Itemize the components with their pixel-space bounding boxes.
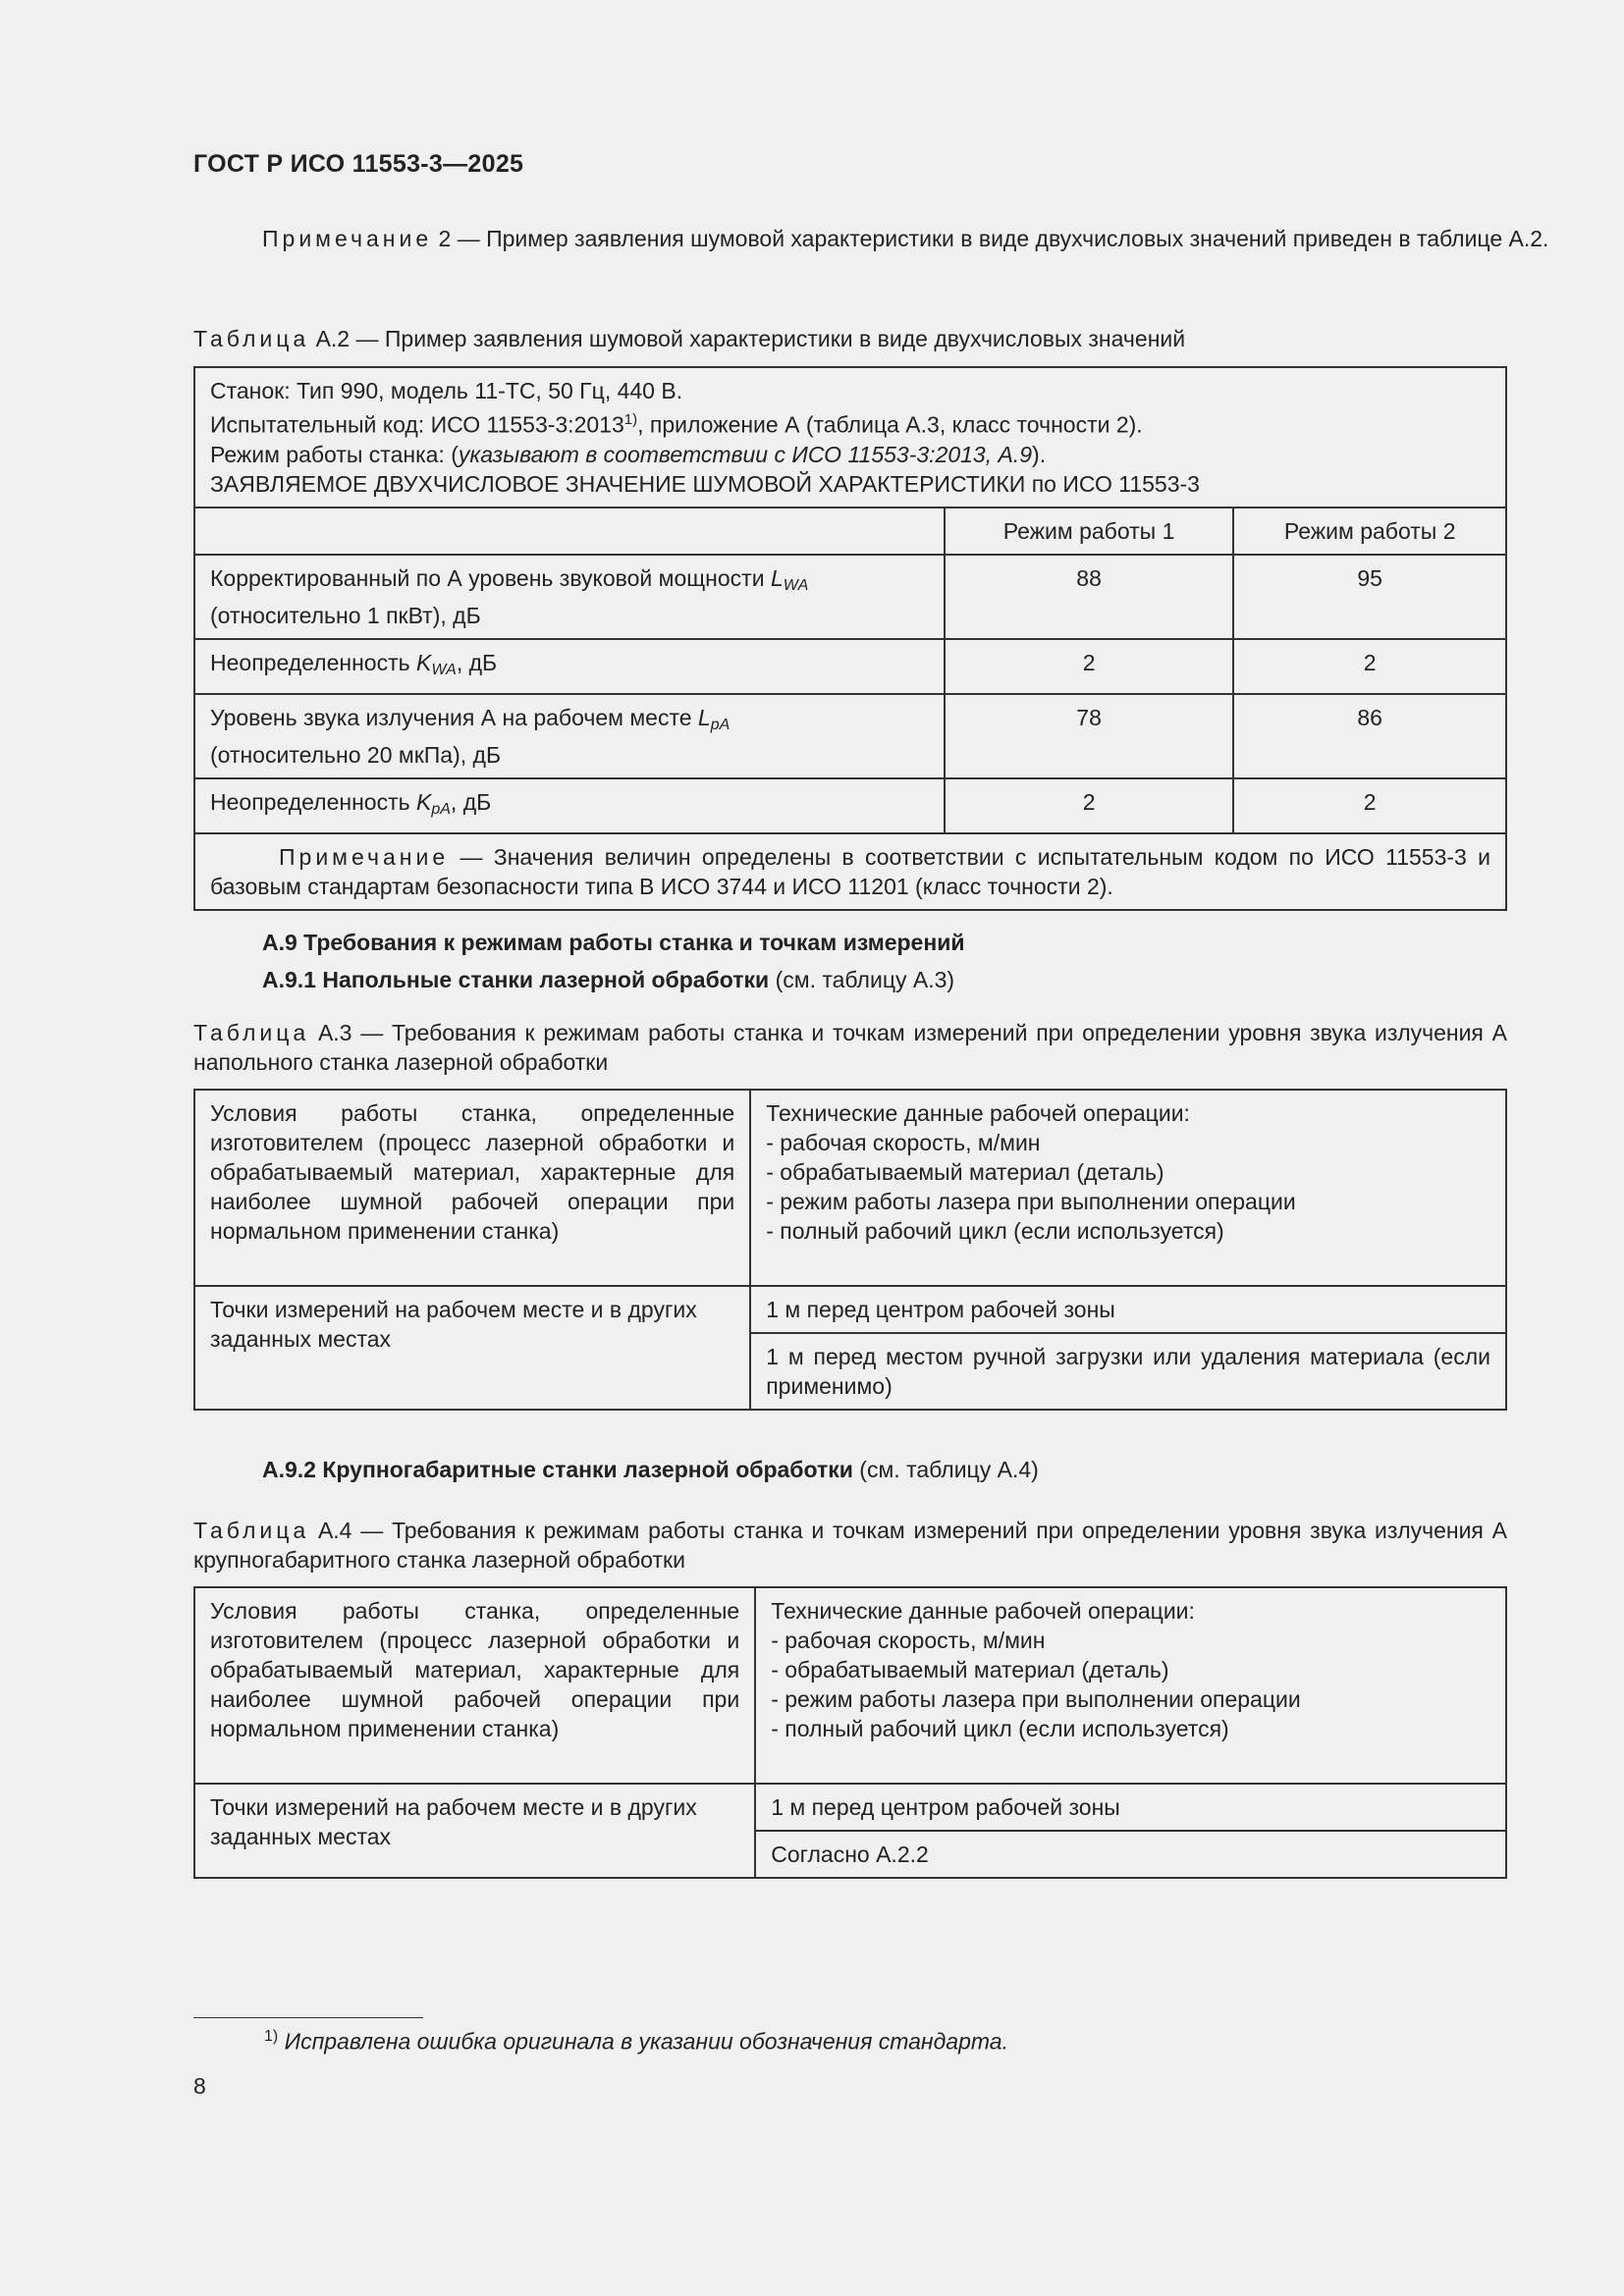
table-a4-conditions: Условия работы станка, определенные изготовителем (процесс лазерной обработки и обрабатываемый материал, характерные для наиболее шумной рабочей операции при нормальном применении станка) — [194, 1587, 755, 1784]
table-a3-conditions: Условия работы станка, определенные изготовителем (процесс лазерной обработки и обрабатываемый материал, характерные для наиболее шумной рабочей операции при нормальном применении станка) — [194, 1090, 750, 1286]
table-a2-note: Примечание — Значения величин определены в соответствии с испытательным кодом по ИСО 11553-3 и базовым стандартам безопасности типа В ИСО 3744 и ИСО 11201 (класс точности 2). — [194, 833, 1506, 910]
table-a2-col2: Режим работы 2 — [1233, 507, 1506, 555]
table-a2-caption: Таблица А.2 — Пример заявления шумовой характеристики в виде двухчисловых значений — [193, 326, 1186, 351]
document-header: ГОСТ Р ИСО 11553-3—2025 — [193, 150, 524, 178]
note-text: 2 — Пример заявления шумовой характеристики в виде двухчисловых значений приведен в таблице А.2. — [432, 226, 1549, 251]
section-a91-heading: А.9.1 Напольные станки лазерной обработки (см. таблицу А.3) — [262, 967, 955, 992]
table-a3-points: Точки измерений на рабочем месте и в других заданных местах — [194, 1286, 750, 1410]
table-a3 — [193, 1089, 1507, 1411]
table-row: Неопределенность $K_{WA}$, дБ 2 2 — [194, 639, 1506, 694]
table-a2-col1: Режим работы 1 — [945, 507, 1234, 555]
table-a2-header-block: Станок: Тип 990, модель 11-ТС, 50 Гц, 440 В. Испытательный код: ИСО 11553-3:2013$^{1)}$, приложение А (таблица А.3, класс точности 2). Режим работы станка: (указывают в соответствии с ИСО 11553-3:2013, А.9). ЗАЯВЛЯЕМОЕ ДВУХЧИСЛОВОЕ ЗНАЧЕНИЕ ШУМОВОЙ ХАРАКТЕРИСТИКИ по ИСО 11553-3 — [194, 367, 1506, 507]
note-label: Примечание — [262, 226, 433, 251]
table-row: Уровень звука излучения А на рабочем месте $L_{pA}$ (относительно 20 мкПа), дБ 78 86 — [194, 694, 1506, 778]
table-a3-tech: Технические данные рабочей операции: - рабочая скорость, м/мин - обрабатываемый материал (деталь) - режим работы лазера при выполнении операции - полный рабочий цикл (если используется) — [750, 1090, 1506, 1286]
table-a3-caption: Таблица А.3 — Требования к режимам работы станка и точкам измерений при определении уровня звука излучения А напольного станка лазерной обработки — [193, 1020, 1507, 1075]
table-a2 — [193, 366, 1507, 911]
table-a4-points: Точки измерений на рабочем месте и в других заданных местах — [194, 1784, 755, 1878]
table-a4-tech: Технические данные рабочей операции: - рабочая скорость, м/мин - обрабатываемый материал (деталь) - режим работы лазера при выполнении операции - полный рабочий цикл (если используется) — [755, 1587, 1506, 1784]
table-a3-point1: 1 м перед центром рабочей зоны — [750, 1286, 1506, 1333]
table-a4 — [193, 1586, 1507, 1879]
footnote-divider — [193, 2017, 423, 2018]
note-2 — [193, 224, 1576, 253]
table-a3-point2: 1 м перед местом ручной загрузки или удаления материала (если применимо) — [750, 1333, 1506, 1410]
footnote: $^{1)}$ Исправлена ошибка оригинала в указании обозначения стандарта. — [264, 2028, 1008, 2055]
table-row: Корректированный по А уровень звуковой мощности $L_{WA}$ (относительно 1 пкВт), дБ 88 95 — [194, 555, 1506, 639]
section-a92-heading: А.9.2 Крупногабаритные станки лазерной обработки (см. таблицу А.4) — [262, 1457, 1039, 1482]
table-a4-point1: 1 м перед центром рабочей зоны — [755, 1784, 1506, 1831]
table-a4-caption: Таблица А.4 — Требования к режимам работы станка и точкам измерений при определении уровня звука излучения А крупногабаритного станка лазерной обработки — [193, 1518, 1507, 1573]
table-a2-empty-head — [194, 507, 945, 555]
table-a4-point2: Согласно А.2.2 — [755, 1831, 1506, 1878]
page-number: 8 — [193, 2073, 206, 2099]
table-row: Неопределенность $K_{pA}$, дБ 2 2 — [194, 778, 1506, 833]
section-a9-heading: А.9 Требования к режимам работы станка и точкам измерений — [262, 930, 965, 955]
